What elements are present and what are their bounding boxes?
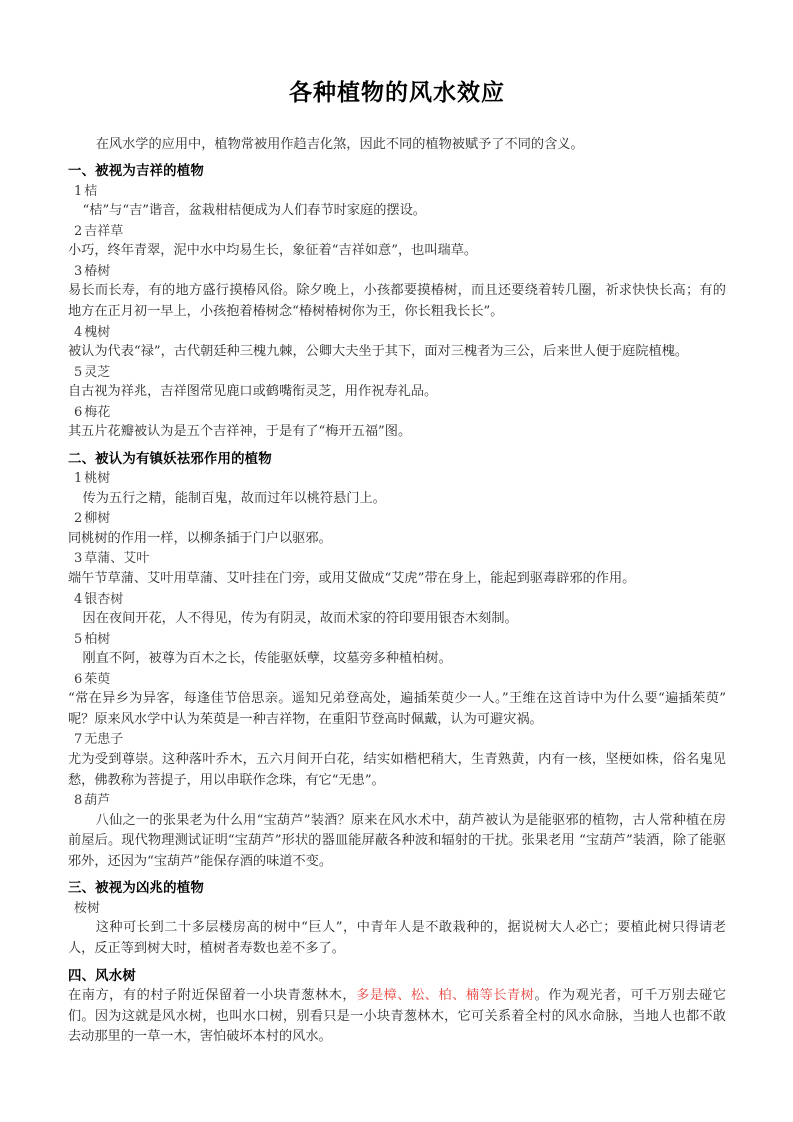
- page-title: 各种植物的风水效应: [289, 79, 505, 106]
- document-section: [68, 960, 726, 1048]
- item-body: 自古视为祥兆，吉祥图常见鹿口或鹤嘴衔灵芝，用作祝寿礼品。: [68, 384, 438, 400]
- item-name: 茱萸: [84, 671, 111, 687]
- item-label: [68, 182, 726, 202]
- item-body: 传为五行之精，能制百鬼，故而过年以桃符悬门上。: [82, 490, 386, 506]
- item-label: [68, 899, 726, 919]
- item-body: 其五片花瓣被认为是五个吉祥神，于是有了“梅开五福”图。: [68, 424, 412, 440]
- item-name: 桉树: [74, 900, 101, 916]
- item-body: “桔”与“吉”谐音，盆栽柑桔便成为人们春节时家庭的摆设。: [82, 203, 426, 219]
- item-number: 1: [74, 183, 83, 199]
- item-body: 易长而长寿，有的地方盛行摸椿风俗。除夕晚上，小孩都要摸椿树，而且还要绕着转几圈，祈求快快长高；有的地方在正月初一早上，小孩抱着椿树念“椿树椿树你为王，你长粗我长长”。: [68, 283, 726, 319]
- item-name: 无患子: [84, 732, 124, 748]
- item-number: 3: [74, 551, 83, 567]
- body-text: 。作为观光者，可千万别去碰它们。因为这就是风水树，也叫水口树，别看只是一小块青葱林木，它可关系着全村的风水命脉，当地人也都不敢去动那里的一草一木，害怕破坏本村的风水。: [68, 987, 727, 1045]
- item-label: [68, 590, 726, 610]
- item-number: 4: [74, 591, 83, 607]
- item-body: 同桃树的作用一样，以柳条插于门户以驱邪。: [68, 530, 332, 546]
- item-label: [68, 469, 726, 489]
- item-name: 椿树: [84, 263, 111, 279]
- highlighted-text: 多是樟、松、柏、楠等长青树: [356, 987, 535, 1003]
- section-heading: 四、风水树: [68, 967, 136, 984]
- item-body: [68, 986, 726, 1048]
- item-body: 被认为代表“禄”，古代朝廷种三槐九棘，公卿大夫坐于其下，面对三槐者为三公，后来世人便于庭院植槐。: [68, 344, 689, 360]
- item-number: 2: [74, 511, 83, 527]
- item-number: 3: [74, 263, 83, 279]
- item-label: [68, 222, 726, 242]
- item-number: 6: [74, 671, 83, 687]
- item-number: 6: [74, 404, 83, 420]
- item-number: 5: [74, 364, 83, 380]
- item-number: 1: [74, 471, 83, 487]
- item-body: 小巧，终年青翠，泥中水中均易生长，象征着“吉祥如意”，也叫瑞草。: [68, 243, 478, 259]
- section-heading: 一、被视为吉祥的植物: [68, 163, 204, 180]
- item-body: “常在异乡为异客，每逢佳节倍思亲。遥知兄弟登高处，遍插茱萸少一人。”王维在这首诗中为什么要“遍插茱萸”呢？原来风水学中认为茱萸是一种吉祥物，在重阳节登高时佩戴，认为可避灾祸。: [68, 691, 726, 727]
- item-body: 端午节草蒲、艾叶用草蒲、艾叶挂在门旁，或用艾做成“艾虎”带在身上，能起到驱毒辟邪的作用。: [68, 570, 636, 586]
- item-name: 柳树: [84, 511, 111, 527]
- document-section: [68, 155, 726, 443]
- intro-paragraph: 在风水学的应用中，植物常被用作趋吉化煞，因此不同的植物被赋予了不同的含义。: [95, 136, 584, 152]
- item-number: 4: [74, 324, 83, 340]
- item-name: 桔: [84, 183, 98, 199]
- item-number: 2: [74, 223, 83, 239]
- item-label: [68, 363, 726, 383]
- item-name: 草蒲、艾叶: [84, 551, 150, 567]
- item-label: [68, 730, 726, 750]
- item-name: 银杏树: [84, 591, 124, 607]
- item-label: [68, 262, 726, 282]
- document-content: [68, 0, 726, 1048]
- item-label: [68, 509, 726, 529]
- item-number: 7: [74, 732, 83, 748]
- document-section: [68, 872, 726, 959]
- item-name: 灵芝: [84, 364, 111, 380]
- item-number: 5: [74, 631, 83, 647]
- item-name: 梅花: [84, 404, 111, 420]
- item-name: 葫芦: [84, 793, 111, 809]
- item-label: [68, 630, 726, 650]
- section-heading: 三、被视为凶兆的植物: [68, 880, 204, 897]
- body-text: 在南方，有的村子附近保留着一小块青葱林木，: [68, 987, 357, 1003]
- item-label: [68, 323, 726, 343]
- item-body: 刚直不阿，被尊为百木之长，传能驱妖孽，坟墓旁多种植柏树。: [82, 651, 452, 667]
- item-name: 吉祥草: [84, 223, 124, 239]
- item-name: 柏树: [84, 631, 111, 647]
- item-label: [68, 791, 726, 811]
- item-label: [68, 403, 726, 423]
- item-body: 尤为受到尊崇。这种落叶乔木，五六月间开白花，结实如楷杷稍大，生青熟黄，内有一核，坚梗如株，俗名鬼见愁，佛教称为菩提子，用以串联作念珠，有它“无患”。: [68, 751, 726, 788]
- section-heading: 二、被认为有镇妖祛邪作用的植物: [68, 450, 272, 467]
- item-name: 槐树: [84, 324, 111, 340]
- document-section: [68, 443, 726, 873]
- sections-container: [68, 155, 726, 1048]
- item-label: [68, 670, 726, 690]
- item-name: 桃树: [84, 471, 111, 487]
- item-body: 这种可长到二十多层楼房高的树中“巨人”，中青年人是不敢栽种的，据说树大人必亡；要植此树只得请老人，反正等到树大时，植树者寿数也差不多了。: [68, 920, 726, 956]
- item-body: 八仙之一的张果老为什么用“宝葫芦”装酒？原来在风水术中，葫芦被认为是能驱邪的植物，古人常种植在房前屋后。现代物理测试证明“宝葫芦”形状的器皿能屏蔽各种波和辐射的干扰。张果老用 “宝葫芦”装酒，除了能驱邪外，还因为“宝葫芦”能保存酒的味道不变。: [68, 812, 726, 869]
- item-body: 因在夜间开花，人不得见，传为有阴灵，故而术家的符印要用银杏木刻制。: [82, 611, 518, 627]
- item-number: 8: [74, 793, 83, 809]
- item-label: [68, 549, 726, 569]
